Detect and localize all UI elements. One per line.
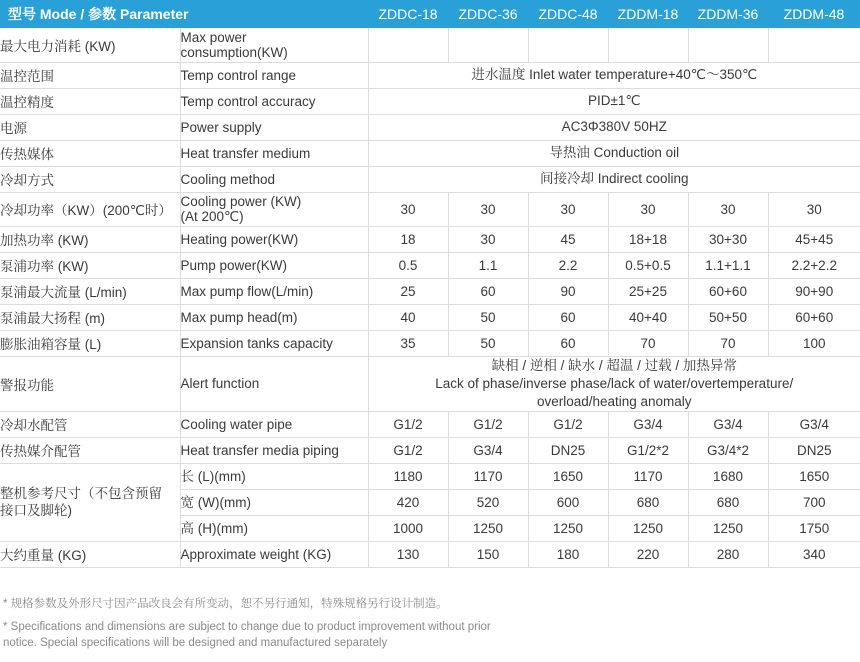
value-cell: 30 (768, 192, 860, 226)
value-cell: 1170 (608, 463, 688, 489)
value-cell: 30 (528, 192, 608, 226)
value-cell: 45+45 (768, 226, 860, 252)
header-row (0, 0, 860, 28)
value-span: AC3Φ380V 50HZ (368, 114, 860, 140)
table-row (0, 166, 860, 192)
param-en: Cooling water pipe (180, 411, 368, 437)
header-model: ZDDC-48 (528, 0, 608, 28)
param-en: Max power consumption(KW) (180, 28, 368, 62)
value-cell: 25 (368, 278, 448, 304)
param-en: 长 (L)(mm) (180, 463, 368, 489)
footnote-en: * Specifications and dimensions are subject to change due to product improvement without prior notice. Special specifications will be designed and manufactured separately (3, 621, 491, 649)
value-cell: G1/2 (368, 437, 448, 463)
header-model: ZDDC-36 (448, 0, 528, 28)
value-cell: 30 (608, 192, 688, 226)
value-cell: 60 (448, 278, 528, 304)
value-cell (688, 28, 768, 62)
value-cell: 150 (448, 541, 528, 567)
value-cell: 60 (528, 304, 608, 330)
value-cell: G1/2 (368, 411, 448, 437)
param-en: Temp control range (180, 62, 368, 88)
param-zh: 泵浦最大流量 (L/min) (0, 278, 180, 304)
value-cell: 680 (608, 489, 688, 515)
value-cell (768, 28, 860, 62)
table-row (0, 62, 860, 88)
value-cell: 70 (688, 330, 768, 356)
value-cell: 1170 (448, 463, 528, 489)
value-cell: 680 (688, 489, 768, 515)
value-cell (368, 28, 448, 62)
value-cell: 2.2 (528, 252, 608, 278)
value-cell: 60+60 (768, 304, 860, 330)
param-zh: 泵浦功率 (KW) (0, 252, 180, 278)
param-en: Heat transfer medium (180, 140, 368, 166)
param-zh: 传热媒体 (0, 140, 180, 166)
param-zh: 加热功率 (KW) (0, 226, 180, 252)
value-cell: 30 (448, 226, 528, 252)
param-en: Cooling power (KW) (At 200℃) (180, 192, 368, 226)
value-cell: 40+40 (608, 304, 688, 330)
value-cell: 420 (368, 489, 448, 515)
value-span: 进水温度 Inlet water temperature+40℃～350℃ (368, 62, 860, 88)
param-en: Temp control accuracy (180, 88, 368, 114)
value-cell: 50 (448, 304, 528, 330)
param-zh: 冷却功率（KW）(200℃时） (0, 192, 180, 226)
table-row (0, 411, 860, 437)
param-en: Expansion tanks capacity (180, 330, 368, 356)
param-zh: 冷却水配管 (0, 411, 180, 437)
value-cell: 130 (368, 541, 448, 567)
header-model: ZDDM-48 (768, 0, 860, 28)
table-row (0, 226, 860, 252)
table-row (0, 88, 860, 114)
value-cell: 45 (528, 226, 608, 252)
value-cell: 220 (608, 541, 688, 567)
table-row (0, 140, 860, 166)
value-cell: G3/4 (448, 437, 528, 463)
param-zh: 大约重量 (KG) (0, 541, 180, 567)
value-cell: 30 (688, 192, 768, 226)
footnote-zh: * 规格参数及外形尺寸因产品改良会有所变动，恕不另行通知，特殊规格另行设计制造。 (3, 598, 448, 610)
value-cell: 1250 (528, 515, 608, 541)
param-en: Cooling method (180, 166, 368, 192)
value-cell: 1250 (448, 515, 528, 541)
value-cell: 520 (448, 489, 528, 515)
value-cell: DN25 (768, 437, 860, 463)
value-cell: 1750 (768, 515, 860, 541)
value-span: PID±1℃ (368, 88, 860, 114)
value-cell: 40 (368, 304, 448, 330)
value-span: 导热油 Conduction oil (368, 140, 860, 166)
header-model: ZDDC-18 (368, 0, 448, 28)
header-model: ZDDM-18 (608, 0, 688, 28)
value-cell: 340 (768, 541, 860, 567)
param-zh: 冷却方式 (0, 166, 180, 192)
value-cell: 1.1+1.1 (688, 252, 768, 278)
param-zh: 最大电力消耗 (KW) (0, 28, 180, 62)
table-row (0, 541, 860, 567)
value-cell: G3/4 (768, 411, 860, 437)
value-cell: 700 (768, 489, 860, 515)
value-cell: 280 (688, 541, 768, 567)
value-cell (608, 28, 688, 62)
value-cell: 30 (448, 192, 528, 226)
value-cell: 1180 (368, 463, 448, 489)
value-cell: G1/2*2 (608, 437, 688, 463)
value-cell: 1680 (688, 463, 768, 489)
footnotes (3, 596, 491, 651)
param-en: 高 (H)(mm) (180, 515, 368, 541)
value-cell: 18+18 (608, 226, 688, 252)
value-cell: 100 (768, 330, 860, 356)
table-row (0, 278, 860, 304)
param-zh: 电源 (0, 114, 180, 140)
value-cell: 35 (368, 330, 448, 356)
param-en: Heat transfer media piping (180, 437, 368, 463)
value-cell: 50 (448, 330, 528, 356)
table-row (0, 356, 860, 411)
value-span: 缺相 / 逆相 / 缺水 / 超温 / 过载 / 加热异常 Lack of phase/inverse phase/lack of water/overtemperature/ overload/heating anomaly (368, 356, 860, 411)
value-cell: 1650 (528, 463, 608, 489)
param-zh: 温控范围 (0, 62, 180, 88)
value-cell: 1250 (688, 515, 768, 541)
param-zh: 警报功能 (0, 356, 180, 411)
header-param: 型号 Mode / 参数 Parameter (0, 0, 368, 28)
table-row (0, 437, 860, 463)
param-zh: 整机参考尺寸（不包含预留接口及脚轮) (0, 463, 180, 541)
value-cell: 50+50 (688, 304, 768, 330)
value-cell: 30 (368, 192, 448, 226)
value-cell: 180 (528, 541, 608, 567)
table-row (0, 252, 860, 278)
value-cell: 90+90 (768, 278, 860, 304)
table-row (0, 192, 860, 226)
header-model: ZDDM-36 (688, 0, 768, 28)
param-en: Approximate weight (KG) (180, 541, 368, 567)
param-zh: 膨胀油箱容量 (L) (0, 330, 180, 356)
value-cell: G1/2 (528, 411, 608, 437)
value-cell: G3/4 (608, 411, 688, 437)
value-cell: 1250 (608, 515, 688, 541)
value-cell: 30+30 (688, 226, 768, 252)
value-cell: DN25 (528, 437, 608, 463)
value-cell: G3/4*2 (688, 437, 768, 463)
value-cell: 0.5 (368, 252, 448, 278)
table-row (0, 114, 860, 140)
value-cell: 0.5+0.5 (608, 252, 688, 278)
value-cell (448, 28, 528, 62)
param-zh: 传热媒介配管 (0, 437, 180, 463)
value-cell: 60+60 (688, 278, 768, 304)
value-cell: 2.2+2.2 (768, 252, 860, 278)
param-en: Heating power(KW) (180, 226, 368, 252)
value-cell: 60 (528, 330, 608, 356)
value-cell: 70 (608, 330, 688, 356)
value-cell: 1650 (768, 463, 860, 489)
param-en: Power supply (180, 114, 368, 140)
table-row (0, 304, 860, 330)
value-cell (528, 28, 608, 62)
value-cell: G1/2 (448, 411, 528, 437)
param-en: Max pump head(m) (180, 304, 368, 330)
param-zh: 温控精度 (0, 88, 180, 114)
value-cell: 90 (528, 278, 608, 304)
value-cell: 25+25 (608, 278, 688, 304)
value-cell: 1000 (368, 515, 448, 541)
value-cell: G3/4 (688, 411, 768, 437)
value-cell: 600 (528, 489, 608, 515)
param-zh: 泵浦最大扬程 (m) (0, 304, 180, 330)
value-cell: 1.1 (448, 252, 528, 278)
param-en: Max pump flow(L/min) (180, 278, 368, 304)
value-cell: 18 (368, 226, 448, 252)
table-row (0, 463, 860, 489)
table-row (0, 28, 860, 62)
param-en: Pump power(KW) (180, 252, 368, 278)
table-row (0, 330, 860, 356)
param-en: 宽 (W)(mm) (180, 489, 368, 515)
value-span: 间接冷却 Indirect cooling (368, 166, 860, 192)
param-en: Alert function (180, 356, 368, 411)
